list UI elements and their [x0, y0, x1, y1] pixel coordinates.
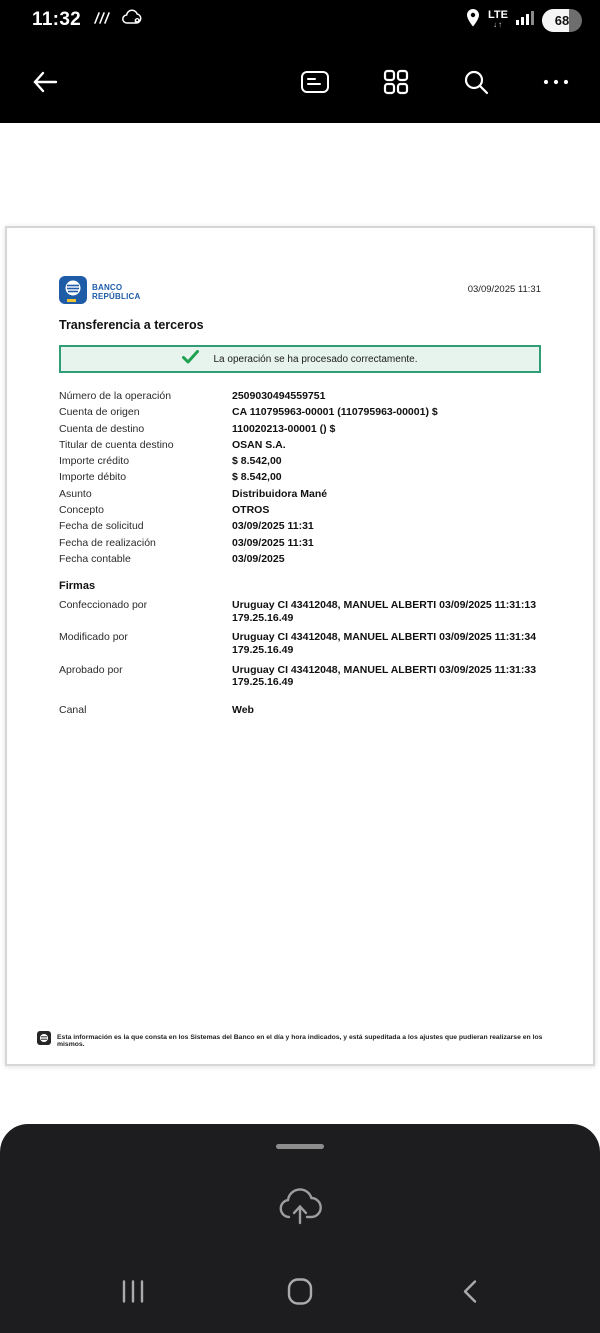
page-title: Transferencia a terceros — [59, 318, 204, 332]
location-pin-icon — [465, 8, 481, 33]
status-left — [14, 8, 145, 33]
cloud-upload-button[interactable] — [277, 1186, 323, 1229]
signatures — [59, 599, 541, 718]
data-arrows-icon: ↓↑ — [493, 20, 504, 29]
check-icon — [182, 350, 199, 369]
document-datetime: 03/09/2025 11:31 — [467, 284, 541, 295]
status-bar — [0, 0, 600, 40]
field-row: Concepto OTROS — [59, 504, 270, 517]
signal-bars-icon — [515, 9, 535, 32]
field-row: Fecha de realización 03/09/2025 11:31 — [59, 536, 314, 549]
pdf-viewer-canvas[interactable] — [0, 123, 600, 1128]
field-row: Cuenta de destino 110020213-00001 () $ — [59, 422, 336, 435]
field-row: Importe crédito $ 8.542,00 — [59, 455, 282, 468]
detail-fields — [59, 388, 541, 567]
more-options-button[interactable] — [538, 73, 574, 91]
search-button[interactable] — [458, 64, 494, 100]
network-type: LTE ↓↑ — [488, 9, 508, 29]
recent-apps-icon — [120, 1279, 146, 1305]
field-row: Titular de cuenta destino OSAN S.A. — [59, 438, 286, 451]
success-banner — [59, 345, 541, 373]
field-row: Número de la operación 2509030494559751 — [59, 390, 326, 402]
bank-logo-icon — [59, 276, 87, 309]
signature-row: Modificado por Uruguay CI 43412048, MANUEL ALBERTI 03/09/2025 11:31:34 179.25.16.49 — [59, 631, 537, 657]
field-row: Fecha contable 03/09/2025 — [59, 552, 285, 565]
bank-name: BANCO REPÚBLICA — [92, 283, 141, 301]
receipt-document — [7, 228, 593, 1064]
grid-view-icon — [382, 68, 410, 96]
channel-row: Canal Web — [59, 703, 254, 716]
document-notes-icon — [300, 69, 330, 95]
bottom-sheet — [0, 1124, 600, 1333]
battery-percent: 68 — [554, 12, 570, 28]
clock: 11:32 — [32, 9, 82, 30]
viewer-toolbar — [0, 40, 600, 123]
home-icon — [287, 1278, 313, 1306]
home-button[interactable] — [279, 1270, 321, 1317]
back-arrow-icon — [30, 69, 60, 95]
nav-back-button[interactable] — [453, 1271, 487, 1316]
weather-cloud-location-icon — [121, 8, 145, 33]
back-button[interactable] — [26, 65, 64, 99]
more-dots-icon — [542, 77, 570, 87]
signature-row: Confeccionado por Uruguay CI 43412048, MANUEL ALBERTI 03/09/2025 11:31:13 179.25.16.49 — [59, 599, 537, 624]
signature-row: Aprobado por Uruguay CI 43412048, MANUEL ALBERTI 03/09/2025 11:31:33 179.25.16.49 — [59, 663, 537, 689]
field-row: Asunto Distribuidora Mané — [59, 487, 328, 500]
field-row: Cuenta de origen CA 110795963-00001 (110795963-00001) $ — [59, 406, 438, 419]
pdf-page — [5, 226, 595, 1066]
android-nav-bar — [0, 1267, 600, 1319]
sheet-drag-handle[interactable] — [276, 1144, 324, 1149]
document-footer — [37, 1031, 571, 1050]
status-right — [465, 8, 586, 33]
success-message: La operación se ha procesado correctamente. — [213, 353, 418, 365]
toolbar-actions — [296, 64, 574, 100]
document-header — [59, 276, 541, 309]
nav-back-icon — [461, 1279, 479, 1305]
field-row: Fecha de solicitud 03/09/2025 11:31 — [59, 520, 314, 533]
search-icon — [462, 68, 490, 96]
bank-logo — [59, 276, 140, 309]
battery-indicator — [542, 9, 582, 32]
rain-icon — [91, 8, 111, 33]
bank-logo-small-icon — [37, 1031, 51, 1050]
field-row: Importe débito $ 8.542,00 — [59, 471, 282, 484]
page-grid-button[interactable] — [378, 64, 414, 100]
cloud-upload-icon — [277, 1186, 323, 1226]
signatures-heading: Firmas — [59, 580, 96, 593]
recent-apps-button[interactable] — [112, 1271, 154, 1316]
annotations-button[interactable] — [296, 65, 334, 99]
footer-disclaimer: Esta información es la que consta en los Sistemas del Banco en el día y hora indicados, y está supeditada a los ajustes que pudieran realizarse en los mismos. — [57, 1033, 543, 1048]
